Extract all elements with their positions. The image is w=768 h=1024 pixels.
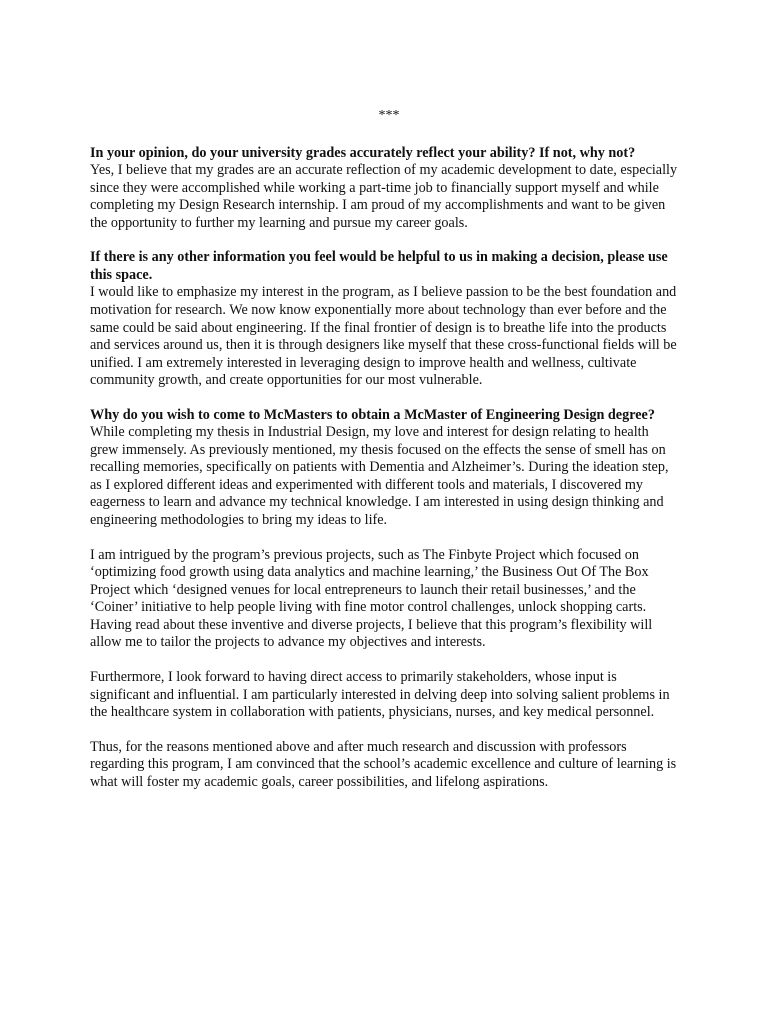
question-heading: If there is any other information you feel would be helpful to us in making a decision, please use this space.	[90, 249, 668, 284]
section-separator: ***	[378, 108, 400, 123]
answer-paragraph: I would like to emphasize my interest in the program, as I believe passion to be the best foundation and motivation for research. We now know exponentially more about technology than ever before and the same could be said about engineering. If the final frontier of design is to breathe life into the products and services around us, then it is through designers like myself that these cross-functional fields will be unified. I am extremely interested in leveraging design to improve health and wellness, cultivate community growth, and create opportunities for our most vulnerable.	[90, 284, 677, 389]
answer-paragraph: Furthermore, I look forward to having direct access to primarily stakeholders, whose input is significant and influential. I am particularly interested in delving deep into solving salient problems in the healthcare system in collaboration with patients, physicians, nurses, and key medical personnel.	[90, 669, 670, 721]
answer-paragraph: I am intrigued by the program’s previous projects, such as The Finbyte Project which focused on ‘optimizing food growth using data analytics and machine learning,’ the Business Out Of The Box Project which ‘designed venues for local entrepreneurs to launch their retail businesses,’ and the ‘Coiner’ initiative to help people living with fine motor control challenges, unlock shopping carts. Having read about these inventive and diverse projects, I believe that this program’s flexibility will allow me to tailor the projects to advance my objectives and interests.	[90, 546, 653, 651]
question-section-grades	[90, 144, 680, 232]
question-heading: In your opinion, do your university grades accurately reflect your ability? If not, why not?	[90, 145, 636, 161]
answer-paragraph: While completing my thesis in Industrial Design, my love and interest for design relating to health grew immensely. As previously mentioned, my thesis focused on the effects the sense of smell has on recalling memories, specifically on patients with Dementia and Alzheimer’s. During the ideation step, as I explored different ideas and experimented with different tools and materials, I discovered my eagerness to learn and advance my technical knowledge. I am interested in using design thinking and engineering methodologies to bring my ideas to life.	[90, 423, 669, 528]
question-section-why-mcmaster	[90, 406, 680, 792]
answer-group	[90, 284, 680, 390]
answer-paragraph: Yes, I believe that my grades are an accurate reflection of my academic development to date, especially since they were accomplished while working a part-time job to financially support myself and while completing my Design Research internship. I am proud of my accomplishments and want to be given the opportunity to further my learning and pursue my career goals.	[90, 162, 678, 231]
answer-group	[90, 424, 680, 792]
answer-group	[90, 162, 680, 232]
question-heading: Why do you wish to come to McMasters to obtain a McMaster of Engineering Design degree?	[90, 406, 655, 423]
question-section-other-info	[90, 248, 680, 390]
document-page	[90, 107, 680, 792]
answer-paragraph: Thus, for the reasons mentioned above and after much research and discussion with professors regarding this program, I am convinced that the school’s academic excellence and culture of learning is what will foster my academic goals, career possibilities, and lifelong aspirations.	[90, 738, 677, 791]
